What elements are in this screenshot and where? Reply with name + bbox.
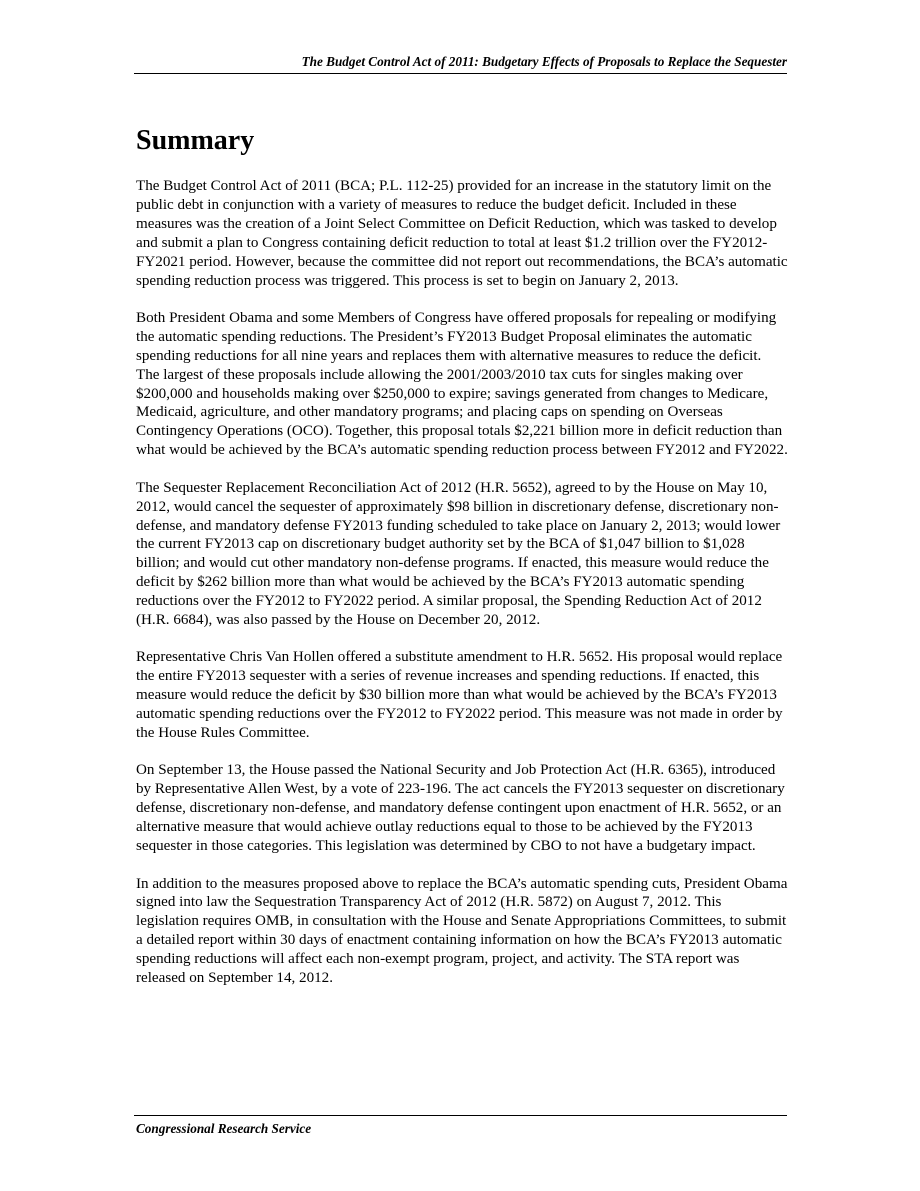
running-header-title: The Budget Control Act of 2011: Budgetary Effects of Proposals to Replace the Sequester: [301, 54, 787, 69]
paragraph-transparency-act: In addition to the measures proposed above to replace the BCA’s automatic spending cuts, President Obama signed into law the Sequestration Transparency Act of 2012 (H.R. 5872) on August 7, 2012. This legislation requires OMB, in consultation with the House and Senate Appropriations Committees, to submit a detailed report within 30 days of enactment containing information on how the BCA’s FY2013 automatic spending reductions will affect each non-exempt program, project, and activity. The STA report was released on September 14, 2012.: [136, 875, 788, 987]
paragraph-bca-overview: The Budget Control Act of 2011 (BCA; P.L. 112-25) provided for an increase in the statutory limit on the public debt in conjunction with a variety of measures to reduce the budget deficit. Included in these measures was the creation of a Joint Select Committee on Deficit Reduction, which was tasked to develop and submit a plan to Congress containing deficit reduction to total at least $1.2 trillion over the FY2012-FY2021 period. However, because the committee did not report out recommendations, the BCA’s automatic spending reduction process was triggered. This process is set to begin on January 2, 2013.: [136, 178, 788, 289]
paragraph-van-hollen: Representative Chris Van Hollen offered a substitute amendment to H.R. 5652. His proposal would replace the entire FY2013 sequester with a series of revenue increases and spending reductions. If enacted, this measure would reduce the deficit by $30 billion more than what would be achieved by the BCA’s FY2013 automatic spending reductions over the FY2012 to FY2022 period. This measure was not made in order by the House Rules Committee.: [136, 649, 783, 742]
page-title: Summary: [136, 125, 255, 156]
paragraph-hr6365: On September 13, the House passed the National Security and Job Protection Act (H.R. 6365), introduced by Representative Allen West, by a vote of 223-196. The act cancels the FY2013 sequester on discretionary defense, discretionary non-defense, and mandatory defense contingent upon enactment of H.R. 5652, or an alternative measure that would achieve outlay reductions equal to those to be achieved by the FY2013 sequester in those categories. This legislation was determined by CBO to not have a budgetary impact.: [136, 762, 785, 855]
paragraph-president-proposal: Both President Obama and some Members of Congress have offered proposals for repealing or modifying the automatic spending reductions. The President’s FY2013 Budget Proposal eliminates the automatic spending reductions for all nine years and replaces them with alternative measures to reduce the deficit. The largest of these proposals include allowing the 2001/2003/2010 tax cuts for singles making over $200,000 and households making over $250,000 to expire; savings generated from changes to Medicare, Medicaid, agriculture, and other mandatory programs; and placing caps on spending on Overseas Contingency Operations (OCO). Together, this proposal totals $2,221 billion more in deficit reduction than what would be achieved by the BCA’s automatic spending reduction process between FY2012 and FY2022.: [136, 309, 788, 459]
paragraph-hr5652: The Sequester Replacement Reconciliation Act of 2012 (H.R. 5652), agreed to by the House on May 10, 2012, would cancel the sequester of approximately $98 billion in discretionary defense, discretionary non-defense, and mandatory defense FY2013 funding scheduled to take place on January 2, 2013; would lower the current FY2013 cap on discretionary budget authority set by the BCA of $1,047 billion to $1,028 billion; and would cut other mandatory non-defense programs. If enacted, this measure would reduce the deficit by $262 billion more than what would be achieved by the BCA’s FY2013 automatic spending reductions over the FY2012 to FY2022 period. A similar proposal, the Spending Reduction Act of 2012 (H.R. 6684), was also passed by the House on December 20, 2012.: [136, 479, 781, 629]
running-header: [134, 52, 787, 74]
footer-organization: Congressional Research Service: [136, 1121, 312, 1136]
footer-divider: [134, 1115, 787, 1116]
body-text: [136, 177, 788, 1006]
